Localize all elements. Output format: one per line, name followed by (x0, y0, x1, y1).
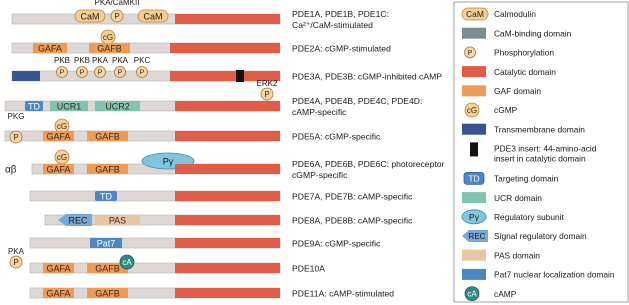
legend-item-targeting (464, 172, 559, 184)
family-label: PDE4A, PDE4B, PDE4C, PDE4D: (292, 96, 423, 106)
legend-icon (462, 124, 486, 135)
family-label: PDE10A (292, 263, 325, 274)
legend-icon (462, 192, 486, 203)
legend-icon-text: cG (466, 105, 478, 115)
legend-icon-text: CaM (466, 9, 484, 20)
family-label: PDE2A: cGMP-stimulated (292, 43, 391, 54)
catalytic-domain (170, 43, 280, 53)
calmodulin-label: CaM (80, 11, 100, 22)
family-label: PDE1A, PDE1B, PDE1C: (292, 9, 389, 19)
catalytic-domain (175, 215, 280, 225)
kinase-label-pkc: PKC (133, 56, 151, 65)
cgmp-binding-text: cG (102, 32, 114, 42)
phosphorylation-site-text: P (79, 69, 85, 77)
legend-icon-text: TD (468, 173, 480, 184)
td-label: TD (100, 191, 112, 202)
gafa-label: GAFA (46, 131, 71, 142)
legend-label: Catalytic domain (494, 66, 556, 77)
phosphorylation-site-text: P (114, 11, 120, 21)
legend-label: Signal regulatory domain (494, 231, 587, 242)
gafb-label: GAFB (95, 263, 120, 274)
catalytic-domain (175, 191, 280, 201)
phosphorylation-site-text: P (13, 257, 19, 267)
kinase-label-erk2: ERK2 (256, 79, 278, 88)
calmodulin-label: CaM (143, 11, 163, 22)
gafa-label: GAFA (46, 263, 71, 274)
legend-item-camb (462, 28, 572, 39)
row-pde10 (8, 247, 325, 274)
catalytic-domain (175, 288, 280, 298)
legend (454, 2, 628, 302)
regulatory-subunit-label: Pγ (162, 156, 174, 167)
kinase-label-pka: PKA (7, 247, 25, 256)
family-label: PDE9A: cGMP-specific (292, 238, 381, 249)
row-pde7 (30, 191, 413, 202)
camp-binding-text: cA (122, 257, 132, 267)
phosphorylation-site-text: P (117, 69, 123, 77)
row-pde9 (30, 238, 381, 249)
legend-label: Transmembrane domain (494, 124, 585, 135)
legend-icon-text: REC (468, 232, 486, 242)
row-pde1 (12, 0, 389, 30)
gafa-label: GAFA (37, 43, 63, 54)
legend-icon (462, 269, 486, 280)
gafb-label: GAFB (95, 288, 120, 299)
cgmp-binding-text: cG (56, 152, 68, 162)
cgmp-binding-text: cG (56, 121, 68, 131)
row-pde8 (45, 214, 413, 226)
legend-item-catalytic (462, 66, 556, 77)
legend-item-pat7 (462, 269, 615, 280)
gafb-label: GAFB (95, 164, 120, 175)
legend-item-regulatory (462, 210, 565, 224)
pat7-label: Pat7 (96, 238, 116, 249)
family-label: PDE3A, PDE3B: cGMP-inhibited cAMP (292, 71, 442, 82)
gafb-label: GAFB (95, 131, 120, 142)
kinase-label-pkg: PKG (7, 112, 25, 121)
family-label: PDE5A: cGMP-specific (292, 131, 381, 142)
catalytic-domain (175, 14, 280, 24)
phosphorylation-site-text: P (97, 69, 103, 77)
legend-label: PAS domain (494, 250, 540, 261)
legend-label: Targeting domain (494, 173, 559, 184)
family-label: Ca²⁺/CaM-stimulated (292, 20, 373, 30)
kinase-label-pkb: PKB (53, 56, 71, 65)
kinase-label-pka: PKA (111, 56, 129, 65)
subunit-label: αβ (5, 164, 17, 176)
pde-families (5, 0, 445, 299)
ucr2-label: UCR2 (105, 101, 130, 112)
legend-item-transmembrane (462, 124, 585, 135)
catalytic-domain (175, 101, 280, 111)
gafb-label: GAFB (97, 43, 122, 54)
legend-icon (462, 85, 486, 96)
phosphorylation-site-text: P (59, 69, 65, 77)
legend-item-cam (462, 8, 536, 20)
row-pde4 (5, 79, 422, 117)
pas-label: PAS (108, 215, 127, 226)
family-label: PDE11A: cAMP-stimulated (292, 288, 395, 299)
row-pde6 (5, 150, 445, 180)
legend-label: cGMP (494, 105, 518, 116)
phosphorylation-site-text: P (139, 69, 145, 77)
legend-label: Regulatory subunit (494, 212, 564, 222)
legend-label: PDE3 insert: 44-amino-acid (494, 143, 597, 154)
phosphorylation-site-text: P (13, 132, 19, 142)
family-label: PDE8A, PDE8B: cAMP-specific (292, 215, 413, 226)
legend-item-ucr (462, 192, 542, 203)
family-label: cAMP-specific (292, 107, 347, 117)
catalytic-domain (175, 238, 280, 248)
legend-label: GAF domain (494, 86, 542, 96)
phosphorylation-site-text: P (264, 89, 270, 99)
legend-label: CaM-binding domain (494, 28, 572, 39)
row-pde2 (12, 30, 391, 54)
legend-icon (462, 66, 486, 77)
legend-item-pas (462, 250, 540, 261)
ucr1-label: UCR1 (56, 101, 82, 112)
transmembrane-domain (12, 71, 40, 81)
td-label: TD (28, 101, 40, 112)
gafa-label: GAFA (46, 164, 71, 175)
legend-label: Phosphorylation (494, 47, 555, 58)
family-label: PDE7A, PDE7B: cAMP-specific (292, 191, 413, 202)
row-pde11 (30, 288, 394, 299)
legend-icon (462, 250, 486, 261)
legend-icon-text: P (467, 49, 473, 57)
legend-icon-text: cA (467, 289, 477, 299)
pde3-insert (236, 70, 244, 82)
catalytic-domain (175, 263, 280, 273)
legend-label: UCR domain (494, 192, 542, 203)
legend-label: cAMP (494, 288, 517, 299)
legend-label: Calmodulin (494, 9, 536, 20)
row-pde3 (12, 56, 442, 82)
kinase-label-pkb: PKB (73, 56, 91, 65)
rec-label: REC (68, 215, 88, 226)
legend-icon (470, 142, 478, 156)
legend-icon (462, 28, 486, 39)
legend-label: Pat7 nuclear localization domain (494, 269, 615, 280)
family-label: PDE6A, PDE6B, PDE6C: photoreceptor (292, 159, 445, 169)
catalytic-domain (175, 131, 280, 141)
family-label: cGMP-specific (292, 170, 348, 180)
gafa-label: GAFA (46, 288, 71, 299)
legend-item-rec (462, 230, 587, 242)
legend-item-gaf (462, 85, 541, 96)
catalytic-domain (175, 164, 280, 174)
kinase-label: PKA/CaMKII (94, 0, 140, 7)
kinase-label-pka: PKA (91, 56, 109, 65)
legend-icon-text: Pγ (469, 212, 479, 222)
legend-label: insert in catalytic domain (494, 153, 586, 164)
